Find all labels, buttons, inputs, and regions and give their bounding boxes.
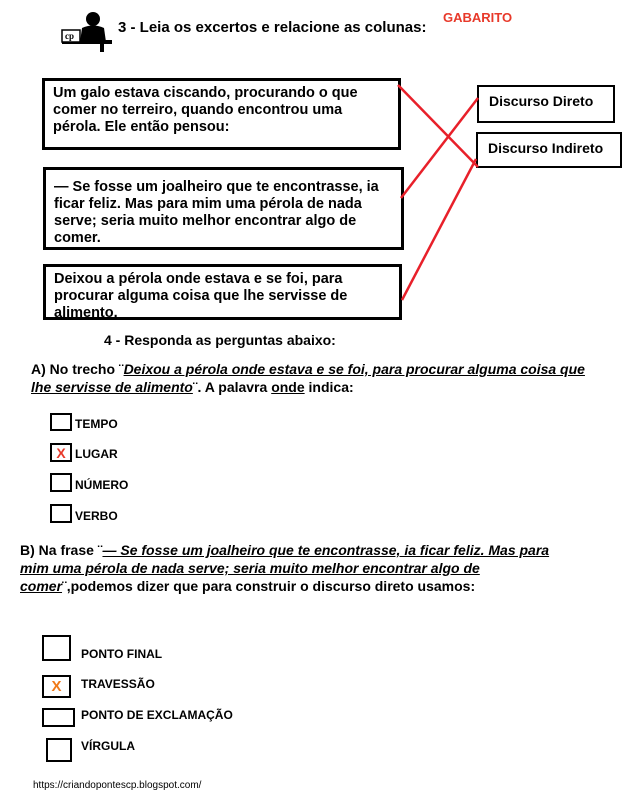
option-tempo-label: TEMPO (75, 417, 118, 431)
option-virgula-checkbox[interactable] (46, 738, 72, 762)
option-exclamacao-label: PONTO DE EXCLAMAÇÃO (81, 708, 233, 722)
option-lugar-checkbox[interactable] (50, 443, 72, 462)
option-exclamacao-checkbox[interactable] (42, 708, 75, 727)
option-numero-checkbox[interactable] (50, 473, 72, 492)
option-lugar-mark: X (56, 444, 66, 461)
option-travessao-mark: X (51, 678, 62, 695)
question-a (31, 360, 591, 396)
option-lugar-label: LUGAR (75, 447, 118, 461)
option-verbo-label: VERBO (75, 509, 118, 523)
option-ponto-final-label: PONTO FINAL (81, 647, 163, 661)
column-direct-speech: Discurso Direto (477, 85, 615, 123)
question-a-keyword: onde (271, 379, 305, 395)
line-excerpt2-direct (401, 98, 478, 198)
line-excerpt1-indirect (398, 85, 478, 167)
excerpt-1-text: Um galo estava ciscando, procurando o que comer no terreiro, quando encontrou uma pérola. Ele então pensou: (53, 85, 358, 135)
icon-label: cp (65, 31, 74, 41)
option-ponto-final-checkbox[interactable] (42, 635, 71, 661)
question-a-suffix: ¨. A palavra (192, 379, 272, 395)
section-4-title: 4 - Responda as perguntas abaixo: (104, 332, 336, 348)
question-b-prefix: B) Na frase ¨ (20, 542, 103, 558)
option-travessao-checkbox[interactable] (42, 675, 71, 698)
line-excerpt3-indirect (402, 159, 476, 300)
option-verbo-checkbox[interactable] (50, 504, 72, 523)
answer-key-label: GABARITO (443, 10, 513, 25)
excerpt-3-text: Deixou a pérola onde estava e se foi, para procurar alguma coisa que lhe servisse de alimento. (54, 271, 348, 321)
question-a-end: indica: (304, 379, 354, 395)
column-indirect-speech: Discurso Indireto (476, 132, 622, 168)
option-tempo-checkbox[interactable] (50, 413, 72, 431)
footer-url: https://criandopontescp.blogspot.com/ (33, 780, 202, 791)
question-a-prefix: A) No trecho ¨ (31, 361, 124, 377)
option-numero-label: NÚMERO (75, 478, 129, 492)
question-b-suffix: ¨,podemos dizer que para construir o discurso direto usamos: (62, 578, 476, 594)
exercise-3-title: 3 - Leia os excertos e relacione as colunas: (118, 19, 427, 36)
option-travessao-label: TRAVESSÃO (81, 677, 155, 691)
question-b (20, 541, 555, 595)
question-a-quote: Deixou a pérola onde estava e se foi, para procurar alguma coisa que lhe servisse de alimento (31, 361, 585, 395)
option-virgula-label: VÍRGULA (81, 739, 135, 753)
excerpt-2-text: — Se fosse um joalheiro que te encontrasse, ia ficar feliz. Mas para mim uma pérola de nada serve; seria muito melhor encontrar algo de comer. (54, 179, 379, 246)
question-b-quote: — Se fosse um joalheiro que te encontrasse, ia ficar feliz. Mas para mim uma pérola de nada serve; seria muito melhor encontrar algo de comer (20, 542, 550, 594)
